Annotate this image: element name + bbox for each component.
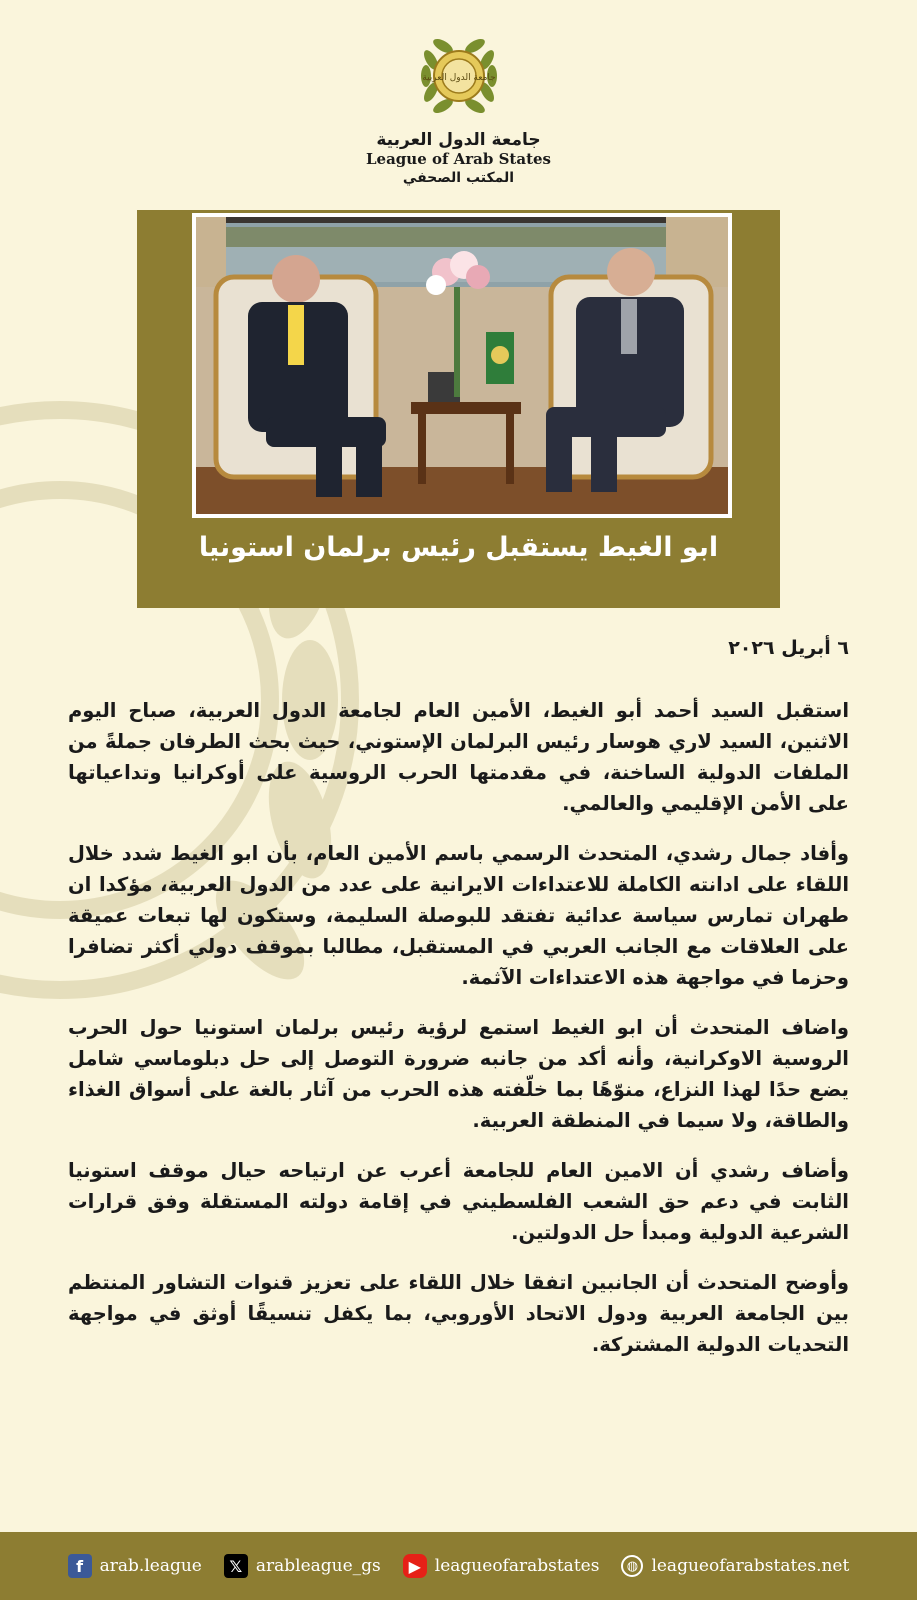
paragraph: وأضاف رشدي أن الامين العام للجامعة أعرب عن ارتياحه حيال موقف استونيا الثابت في دعم حق الشعب الفلسطيني في إقامة دولته المستقلة وفق قرارات الشرعية الدولية ومبدأ حل الدولتين.: [68, 1159, 849, 1244]
press-office-label: المكتب الصحفي: [402, 170, 515, 186]
youtube-link[interactable]: [403, 1554, 600, 1578]
x-link[interactable]: [224, 1554, 381, 1578]
facebook-handle: arab.league: [99, 1556, 202, 1576]
paragraph: استقبل السيد أحمد أبو الغيط، الأمين العام لجامعة الدول العربية، صباح اليوم الاثنين، السيد لاري هوسار رئيس البرلمان الإستوني، حيث بحث الطرفان جملةً من الملفات الدولية الساخنة، في مقدمتها الحرب الروسية على أوكرانيا وتداعياتها على الأمن الإقليمي والعالمي.: [68, 699, 849, 815]
article-body: [68, 695, 849, 1379]
x-icon: 𝕏: [224, 1554, 248, 1578]
globe-icon: ◍: [621, 1555, 643, 1577]
org-name-english: League of Arab States: [365, 150, 552, 168]
header: [0, 30, 917, 188]
youtube-icon: ▶: [403, 1554, 427, 1578]
org-name-arabic: جامعة الدول العربية: [376, 130, 541, 150]
logo-text: جامعة الدول العربية: [421, 73, 496, 83]
social-footer: [0, 1532, 917, 1600]
youtube-handle: leagueofarabstates: [434, 1556, 600, 1576]
arab-league-logo: [417, 30, 501, 122]
photo-frame: [137, 210, 780, 608]
meeting-photo: [192, 213, 732, 518]
x-handle: arableague_gs: [255, 1556, 381, 1576]
headline: ابو الغيط يستقبل رئيس برلمان استونيا: [198, 532, 719, 563]
facebook-link[interactable]: [68, 1554, 202, 1578]
website-link[interactable]: [621, 1555, 849, 1577]
meeting-photo-illustration: [196, 217, 728, 514]
paragraph: واضاف المتحدث أن ابو الغيط استمع لرؤية رئيس برلمان استونيا حول الحرب الروسية الاوكرانية، وأنه أكد من جانبه ضرورة التوصل إلى حل دبلوماسي شامل يضع حدًا لهذا النزاع، منوّهًا بما خلّفته هذه الحرب من آثار بالغة على أسواق الغذاء والطاقة، ولا سيما في المنطقة العربية.: [68, 1016, 849, 1132]
website-url: leagueofarabstates.net: [651, 1556, 850, 1576]
paragraph: وأوضح المتحدث أن الجانبين اتفقا خلال اللقاء على تعزيز قنوات التشاور المنتظم بين الجامعة العربية ودول الاتحاد الأوروبي، بما يكفل تنسيقًا أوثق في مواجهة التحديات الدولية المشتركة.: [68, 1271, 849, 1356]
paragraph: وأفاد جمال رشدي، المتحدث الرسمي باسم الأمين العام، بأن ابو الغيط شدد خلال اللقاء على ادانته الكاملة للاعتداءات الايرانية على عدد من الدول العربية، مؤكدا ان طهران تمارس سياسة عدائية تفتقد للبوصلة السليمة، وستكون لها تبعات عميقة على العلاقات مع الجانب العربي في المستقبل، مطالبا بموقف دولي أكثر تضافرا وحزما في مواجهة هذه الاعتداءات الآثمة.: [68, 842, 849, 989]
facebook-icon: f: [68, 1554, 92, 1578]
publication-date: ٦ أبريل ٢٠٢٦: [728, 637, 849, 659]
